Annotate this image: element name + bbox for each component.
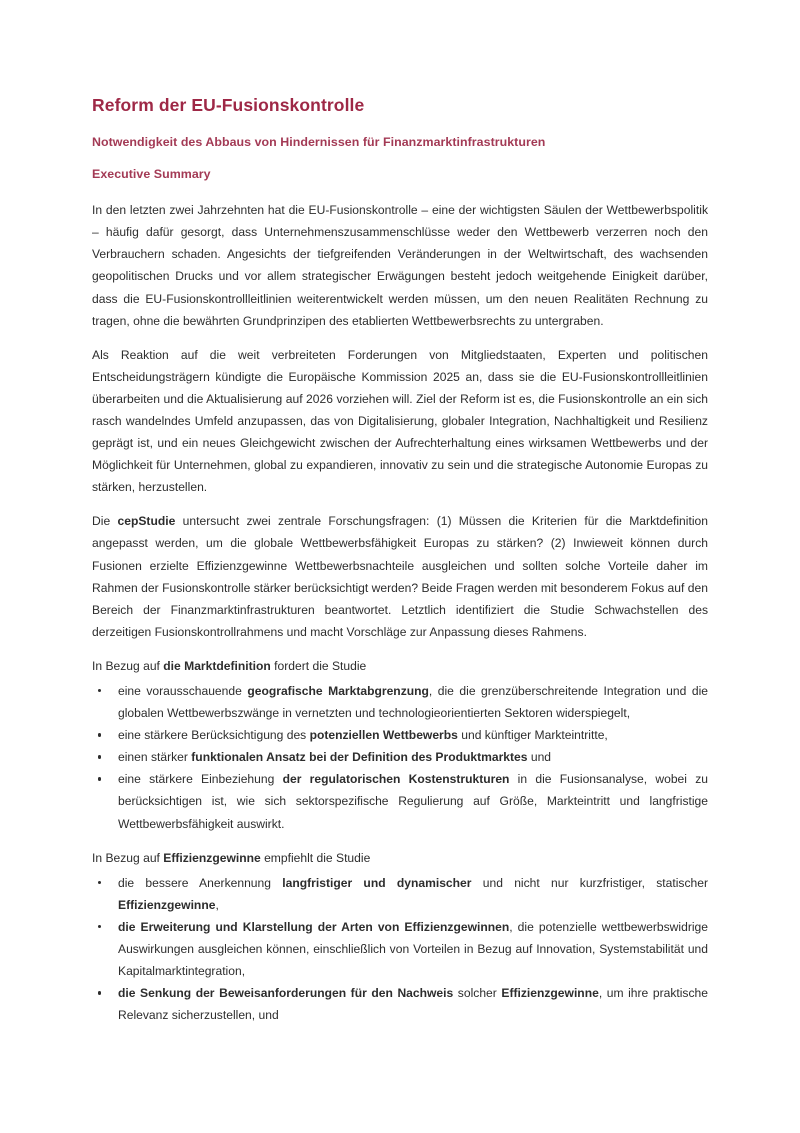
bullet-suffix: in die Fusionsanalyse, wobei zu berücksichtigen ist, wie sich sektorspezifische Regulierung auf Größe, Markteintritt und langfristige Wettbewerbsfähigkeit auswirkt. [118,772,708,831]
bullet-bold: langfristiger und dynamischer [282,875,472,890]
bullet-prefix: eine vorausschauende [118,684,248,698]
lead-in-effizienzgewinne [92,847,708,869]
bullet-prefix: die bessere Anerkennung [118,875,283,890]
bullet-dot-icon [98,881,101,884]
bullet-suffix: und nicht nur kurzfristiger, statischer [471,875,708,890]
lead-in-suffix: empfiehlt die Studie [260,850,371,865]
bullet-suffix: , die potenzielle wettbewerbswidrige Auswirkungen ausgleichen können, einschließlich von Vorteilen in Bezug auf Innovation, Systemstabilität und Kapitalmarktintegration, [118,919,708,979]
bullet-bold: der regulatorischen Kostenstrukturen [282,772,510,787]
bullet-suffix: , die die grenzüberschreitende Integration und die globalen Wettbewerbszwänge in vernetzten und technologieorientierten Sektoren widerspiegelt, [118,684,708,721]
list-item [92,872,708,916]
document-content [92,95,708,1026]
paragraph-study-questions [92,510,708,643]
bullet-bold: die Senkung der Beweisanforderungen für den Nachweis [118,986,454,1001]
list-item [92,746,708,768]
list-item [92,916,708,982]
study-paragraph-suffix: untersucht zwei zentrale Forschungsfragen: (1) Müssen die Kriterien für die Marktdefinition angepasst werden, um die globale Wettbewerbsfähigkeit Europas zu stärken? (2) Inwieweit können durch Fusionen erzielte Effizienzgewinne Wettbewerbsnachteile ausgleichen und sollten solche Vorteile daher im Rahmen der Fusionskontrolle stärker berücksichtigt werden? Beide Fragen werden mit besonderem Fokus auf den Bereich der Finanzmarktinfrastrukturen beantwortet. Letztlich identifiziert die Studie Schwachstellen des derzeitigen Fusionskontrollrahmens und macht Vorschläge zur Anpassung dieses Rahmens. [92,514,709,639]
bullet-bold: potenziellen Wettbewerbs [309,728,458,743]
bullet-suffix: und künftiger Markteintritte, [457,728,608,743]
page-title: Reform der EU-Fusionskontrolle [92,95,365,115]
bullet-list-marktdefinition [92,680,708,835]
lead-in-marktdefinition [92,655,708,677]
list-item [92,768,708,834]
bullet-suffix-secondary: , um ihre praktische Relevanz sicherzustellen, und [118,986,708,1023]
list-item [92,680,708,724]
bullet-prefix: eine stärkere Einbeziehung [118,772,283,787]
bullet-dot-icon [98,733,101,736]
bullet-list-effizienzgewinne [92,872,708,1027]
paragraph-intro: In den letzten zwei Jahrzehnten hat die EU-Fusionskontrolle – eine der wichtigsten Säulen der Wettbewerbspolitik – häufig dafür gesorgt, dass Unternehmenszusammenschlüsse weder den Wettbewerb verzerren noch den Verbrauchern schaden. Angesichts der tiefgreifenden Veränderungen in der Weltwirtschaft, des wachsenden geopolitischen Drucks und vor allem strategischer Erwägungen besteht jedoch weitgehende Einigkeit darüber, dass die EU-Fusionskontrollleitlinien weiterentwickelt werden müssen, um den neuen Realitäten Rechnung zu tragen, ohne die bewährten Grundprinzipen des etablierten Wettbewerbsrechts zu untergraben. [92,203,708,328]
bullet-bold: die Erweiterung und Klarstellung der Arten von Effizienzgewinnen [118,919,510,934]
bullet-bold-secondary: Effizienzgewinne [501,986,599,1001]
bullet-dot-icon [98,777,101,780]
bullet-dot-icon [98,755,101,758]
section-heading-executive-summary: Executive Summary [92,167,211,181]
bullet-suffix: und [527,750,552,765]
bullet-dot-icon [98,689,101,692]
study-paragraph-bold: cepStudie [117,514,176,529]
list-item [92,724,708,746]
bullet-bold: funktionalen Ansatz bei der Definition des Produktmarktes [191,750,528,765]
lead-in-bold: Effizienzgewinne [163,850,261,865]
bullet-dot-icon [98,925,101,928]
document-subtitle: Notwendigkeit des Abbaus von Hindernissen für Finanzmarktinfrastrukturen [92,134,546,149]
lead-in-prefix: In Bezug auf [92,658,164,673]
bullet-suffix-secondary: , [215,897,219,912]
bullet-prefix: einen stärker [118,750,192,765]
bullet-bold-secondary: Effizienzgewinne [118,897,216,912]
bullet-dot-icon [98,991,101,994]
study-paragraph-prefix: Die [92,514,118,529]
bullet-prefix: eine stärkere Berücksichtigung des [118,728,310,743]
paragraph-commission-response: Als Reaktion auf die weit verbreiteten Forderungen von Mitgliedstaaten, Experten und politischen Entscheidungsträgern kündigte die Europäische Kommission 2025 an, dass sie die EU-Fusionskontrollleitlinien überarbeiten und die Aktualisierung auf 2026 vorziehen will. Ziel der Reform ist es, die Fusionskontrolle an ein sich rasch wandelndes Umfeld anzupassen, das von Digitalisierung, globaler Integration, Nachhaltigkeit und Resilienz geprägt ist, und ein neues Gleichgewicht zwischen der Aufrechterhaltung eines wirksamen Wettbewerbs und der Möglichkeit für Unternehmen, global zu expandieren, innovativ zu sein und die strategische Autonomie Europas zu stärken, herzustellen. [92,347,708,495]
bullet-suffix: solcher [453,986,502,1001]
list-item [92,982,708,1026]
lead-in-prefix: In Bezug auf [92,850,164,865]
lead-in-bold: die Marktdefinition [163,658,271,673]
lead-in-suffix: fordert die Studie [270,658,367,673]
bullet-bold: geografische Marktabgrenzung [247,684,429,698]
